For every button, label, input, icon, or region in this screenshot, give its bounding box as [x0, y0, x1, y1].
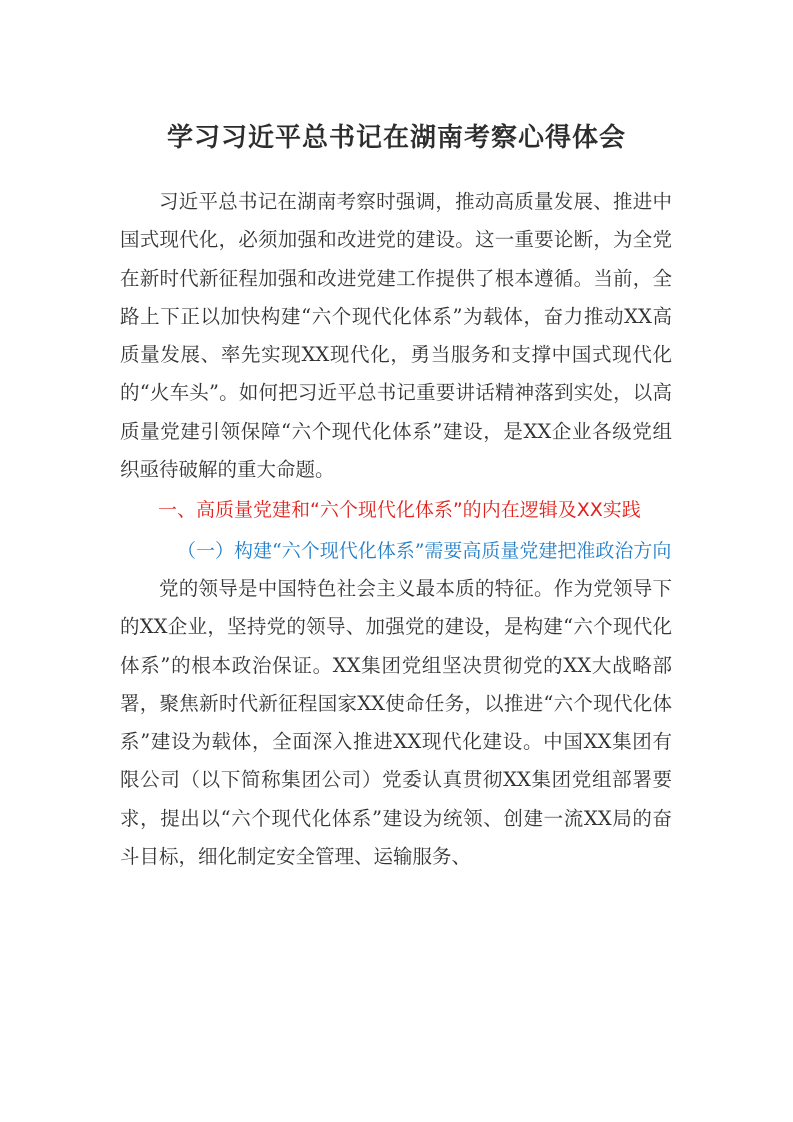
document-body	[120, 183, 672, 876]
body-paragraph-2: 党的领导是中国特色社会主义最本质的特征。作为党领导下的XX企业，坚持党的领导、加强党的建设，是构建“六个现代化体系”的根本政治保证。XX集团党组坚决贯彻党的XX大战略部署，聚焦新时代新征程国家XX使命任务，以推进“六个现代化体系”建设为载体，全面深入推进XX现代化建设。中国XX集团有限公司（以下简称集团公司）党委认真贯彻XX集团党组部署要求，提出以“六个现代化体系”建设为统领、创建一流XX局的奋斗目标，细化制定安全管理、运输服务、	[120, 576, 672, 869]
subsection-heading-1-1: （一）构建“六个现代化体系”需要高质量党建把准政治方向	[177, 539, 672, 562]
intro-paragraph: 习近平总书记在湖南考察时强调，推动高质量发展、推进中国式现代化，必须加强和改进党的建设。这一重要论断，为全党在新时代新征程加强和改进党建工作提供了根本遵循。当前，全路上下正以加快构建“六个现代化体系”为载体，奋力推动XX高质量发展、率先实现XX现代化，勇当服务和支撑中国式现代化的“火车头”。如何把习近平总书记重要讲话精神落到实处，以高质量党建引领保障“六个现代化体系”建设，是XX企业各级党组织亟待破解的重大命题。	[120, 190, 672, 482]
document-title: 学习习近平总书记在湖南考察心得体会	[166, 123, 626, 153]
section-heading-1: 一、高质量党建和“六个现代化体系”的内在逻辑及XX实践	[158, 499, 641, 522]
